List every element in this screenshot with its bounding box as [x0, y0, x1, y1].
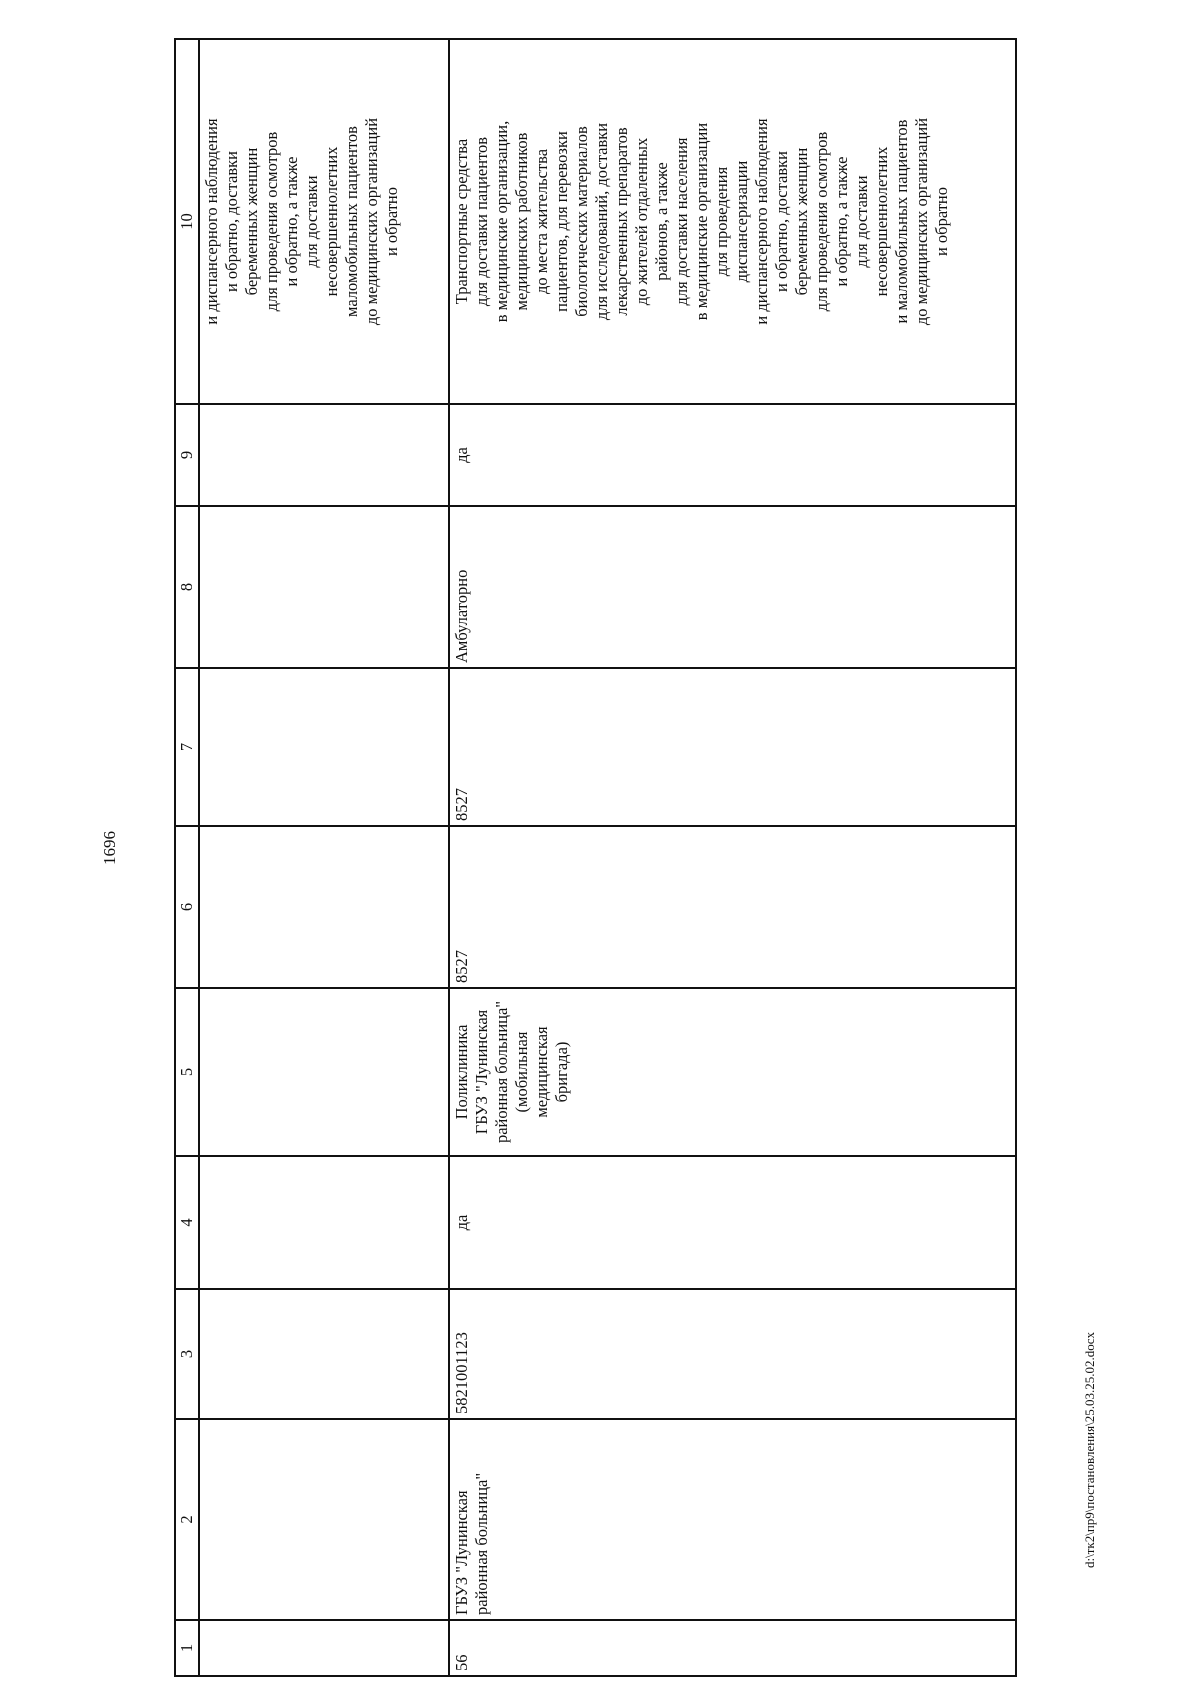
cell-care-conditions: Амбулаторно [449, 506, 1016, 668]
cell-empty [199, 1289, 449, 1419]
cell-value-col7: 8527 [449, 668, 1016, 826]
header-row [175, 39, 199, 1676]
cell-empty [199, 404, 449, 506]
cell-transport-description: Транспортные средства для доставки пациентов в медицинские организации, медицинских работников до места жительства пациентов, для перевозки биологических материалов для исследований, доставки лекарственных препаратов до жителей отдаленных районов, а также для доставки населения в медицинские организации для проведения диспансеризации и диспансерного наблюдения и обратно, доставки беременных женщин для проведения осмотров и обратно, а также для доставки несовершеннолетних и маломобильных пациентов до медицинских организаций и обратно [449, 39, 1016, 404]
col-header-4: 4 [175, 1156, 199, 1289]
cell-empty [199, 1156, 449, 1289]
col-header-7: 7 [175, 668, 199, 826]
cell-empty [199, 668, 449, 826]
cell-empty [199, 1620, 449, 1676]
cell-flag-col4: да [449, 1156, 1016, 1289]
table-row-continuation [199, 39, 449, 1676]
col-header-5: 5 [175, 988, 199, 1156]
col-header-9: 9 [175, 404, 199, 506]
cell-value-col6: 8527 [449, 826, 1016, 988]
cell-empty [199, 826, 449, 988]
cell-transport-description-cont: и диспансерного наблюдения и обратно, доставки беременных женщин для проведения осмотров и обратно, а также для доставки несовершеннолетних маломобильных пациентов до медицинских организаций и обратно [199, 39, 449, 404]
col-header-8: 8 [175, 506, 199, 668]
col-header-6: 6 [175, 826, 199, 988]
cell-flag-col9: да [449, 404, 1016, 506]
cell-row-number: 56 [449, 1620, 1016, 1676]
data-table [174, 38, 1017, 1677]
cell-subdivision: Поликлиника ГБУЗ "Лунинская районная больница" (мобильная медицинская бригада) [449, 988, 1016, 1156]
col-header-3: 3 [175, 1289, 199, 1419]
cell-empty [199, 506, 449, 668]
col-header-2: 2 [175, 1419, 199, 1620]
rotated-table-container [174, 40, 1017, 1677]
cell-empty [199, 988, 449, 1156]
cell-inn: 5821001123 [449, 1289, 1016, 1419]
cell-organization-name: ГБУЗ "Лунинская районная больница" [449, 1419, 1016, 1620]
cell-empty [199, 1419, 449, 1620]
footer-file-path: d:\тк2\пр9\постановления\25.03.25.02.docx [1082, 1331, 1097, 1569]
col-header-10: 10 [175, 39, 199, 404]
page-number: 1696 [100, 831, 119, 865]
table-row-56 [449, 39, 1016, 1676]
col-header-1: 1 [175, 1620, 199, 1676]
